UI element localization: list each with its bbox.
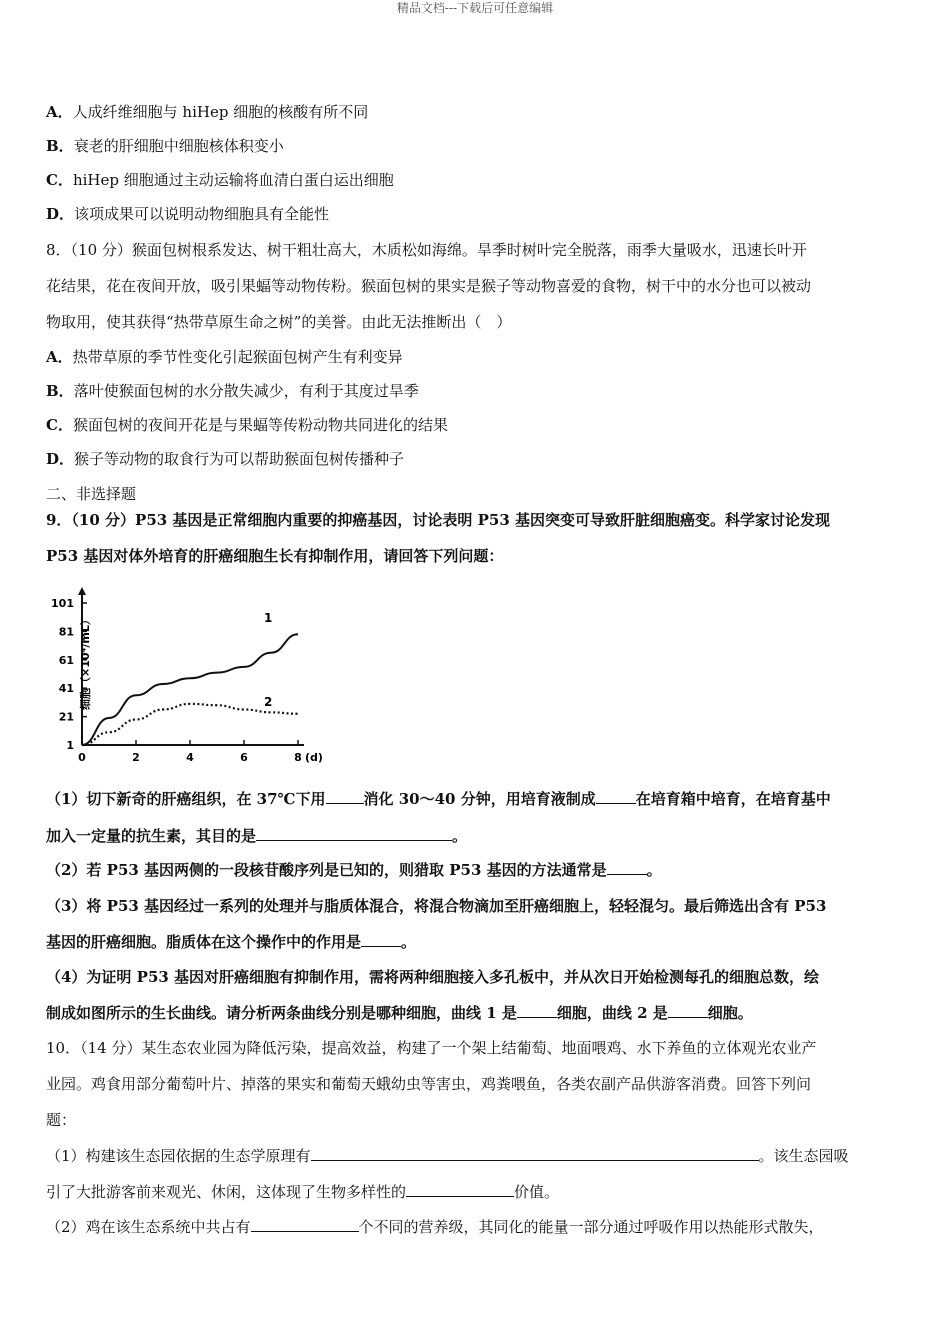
q9-stem-line1: 9．（10 分）P53 基因是正常细胞内重要的抑癌基因，讨论表明 P53 基因突变可导致肝脏细胞癌变。科学家讨论发现 [46, 511, 831, 529]
blank-3[interactable] [256, 826, 452, 841]
y-tick-label: 101 [51, 597, 74, 610]
q10-stem-line3: 题： [46, 1111, 77, 1129]
q9-part1-line2: 加入一定量的抗生素，其目的是 。 [46, 827, 468, 845]
q9-part2: （2）若 P53 基因两侧的一段核苷酸序列是已知的，则猎取 P53 基因的方法通常是 。 [46, 861, 662, 879]
blank-5[interactable] [361, 932, 401, 947]
q9-stem-line2: P53 基因对体外培育的肝癌细胞生长有抑制作用，请回答下列问题： [46, 547, 504, 565]
y-tick-label: 41 [58, 682, 74, 696]
q7-option-a: A．人成纤维细胞与 hiHep 细胞的核酸有所不同 [46, 103, 369, 121]
q7-option-d: D．该项成果可以说明动物细胞具有全能性 [46, 205, 330, 223]
growth-curve-chart [44, 585, 323, 770]
x-tick-label: 4 [186, 751, 194, 764]
q9-part3-line1: （3）将 P53 基因经过一系列的处理并与脂质体混合，将混合物滴加至肝癌细胞上，轻轻混匀。最后筛选出含有 P53 [46, 897, 827, 915]
q7-option-b: B．衰老的肝细胞中细胞核体积变小 [46, 137, 284, 155]
blank-2[interactable] [596, 789, 636, 804]
q9-part3-line2: 基因的肝癌细胞。脂质体在这个操作中的作用是 。 [46, 933, 417, 951]
blank-7[interactable] [668, 1003, 708, 1018]
section-title: 二、非选择题 [46, 485, 137, 503]
y-axis-label: 细胞（×10⁴/mL） [79, 614, 92, 710]
blank-10[interactable] [251, 1217, 359, 1232]
q8-option-d: D．猴子等动物的取食行为可以帮助猴面包树传播种子 [46, 450, 405, 468]
blank-1[interactable] [326, 789, 364, 804]
x-tick-label: 6 [240, 751, 248, 764]
q9-part1-line1: （1）切下新奇的肝癌组织，在 37℃下用 消化 30～40 分钟，用培育液制成 在培育箱中培育，在培育基中 [46, 790, 831, 808]
q8-option-b: B．落叶使猴面包树的水分散失减少，有利于其度过旱季 [46, 382, 419, 400]
q10-stem-line1: 10．（14 分）某生态农业园为降低污染，提高效益，构建了一个架上结葡萄、地面喂鸡、水下养鱼的立体观光农业产 [46, 1039, 817, 1057]
x-axis-unit: (d) [305, 751, 323, 764]
q7-option-c: C．hiHep 细胞通过主动运输将血清白蛋白运出细胞 [46, 171, 394, 189]
blank-4[interactable] [607, 860, 647, 875]
x-tick-label: 2 [132, 751, 140, 764]
series-1-label: 1 [264, 611, 273, 626]
x-tick-label: 0 [78, 751, 86, 764]
q10-part1-line2: 引了大批游客前来观光、休闲，这体现了生物多样性的 价值。 [46, 1183, 560, 1201]
y-tick-label: 81 [58, 625, 74, 639]
q8-stem-line3: 物取用，使其获得“热带草原生命之树”的美誉。由此无法推断出（ ） [46, 313, 512, 331]
series-2-label: 2 [264, 694, 273, 709]
blank-8[interactable] [311, 1146, 759, 1161]
y-tick-label: 21 [58, 710, 74, 724]
q8-option-a: A．热带草原的季节性变化引起猴面包树产生有利变异 [46, 348, 403, 366]
blank-9[interactable] [406, 1182, 514, 1197]
y-axis-arrow [78, 587, 86, 595]
q9-part4-line1: （4）为证明 P53 基因对肝癌细胞有抑制作用，需将两种细胞接入多孔板中，并从次日开始检测每孔的细胞总数，绘 [46, 968, 820, 986]
blank-6[interactable] [517, 1003, 557, 1018]
q9-part4-line2: 制成如图所示的生长曲线。请分析两条曲线分别是哪种细胞，曲线 1 是 细胞，曲线 2 是 细胞。 [46, 1004, 753, 1022]
series-1-curve [82, 634, 298, 745]
q10-part1-line1: （1）构建该生态园依据的生态学原理有 。该生态园吸 [46, 1147, 849, 1165]
q10-stem-line2: 业园。鸡食用部分葡萄叶片、掉落的果实和葡萄天蛾幼虫等害虫，鸡粪喂鱼，各类农副产品供游客消费。回答下列问 [46, 1075, 812, 1093]
x-tick-label: 8 [294, 751, 302, 764]
q10-part2-line1: （2）鸡在该生态系统中共占有 个不同的营养级，其同化的能量一部分通过呼吸作用以热能形式散失， [46, 1218, 824, 1236]
y-tick-label: 61 [58, 653, 74, 667]
chart-series [82, 611, 298, 745]
page-header: 精品文档---下载后可任意编辑 [396, 1, 554, 15]
series-2-curve [82, 704, 298, 745]
q8-stem-line2: 花结果，花在夜间开放，吸引果蝠等动物传粉。猴面包树的果实是猴子等动物喜爱的食物，树干中的水分也可以被动 [46, 277, 812, 295]
y-tick-label: 1 [66, 739, 74, 752]
q8-stem-line1: 8．（10 分）猴面包树根系发达、树干粗壮高大，木质松如海绵。旱季时树叶完全脱落，雨季大量吸水，迅速长叶开 [46, 241, 807, 259]
q8-option-c: C．猴面包树的夜间开花是与果蝠等传粉动物共同进化的结果 [46, 416, 448, 434]
